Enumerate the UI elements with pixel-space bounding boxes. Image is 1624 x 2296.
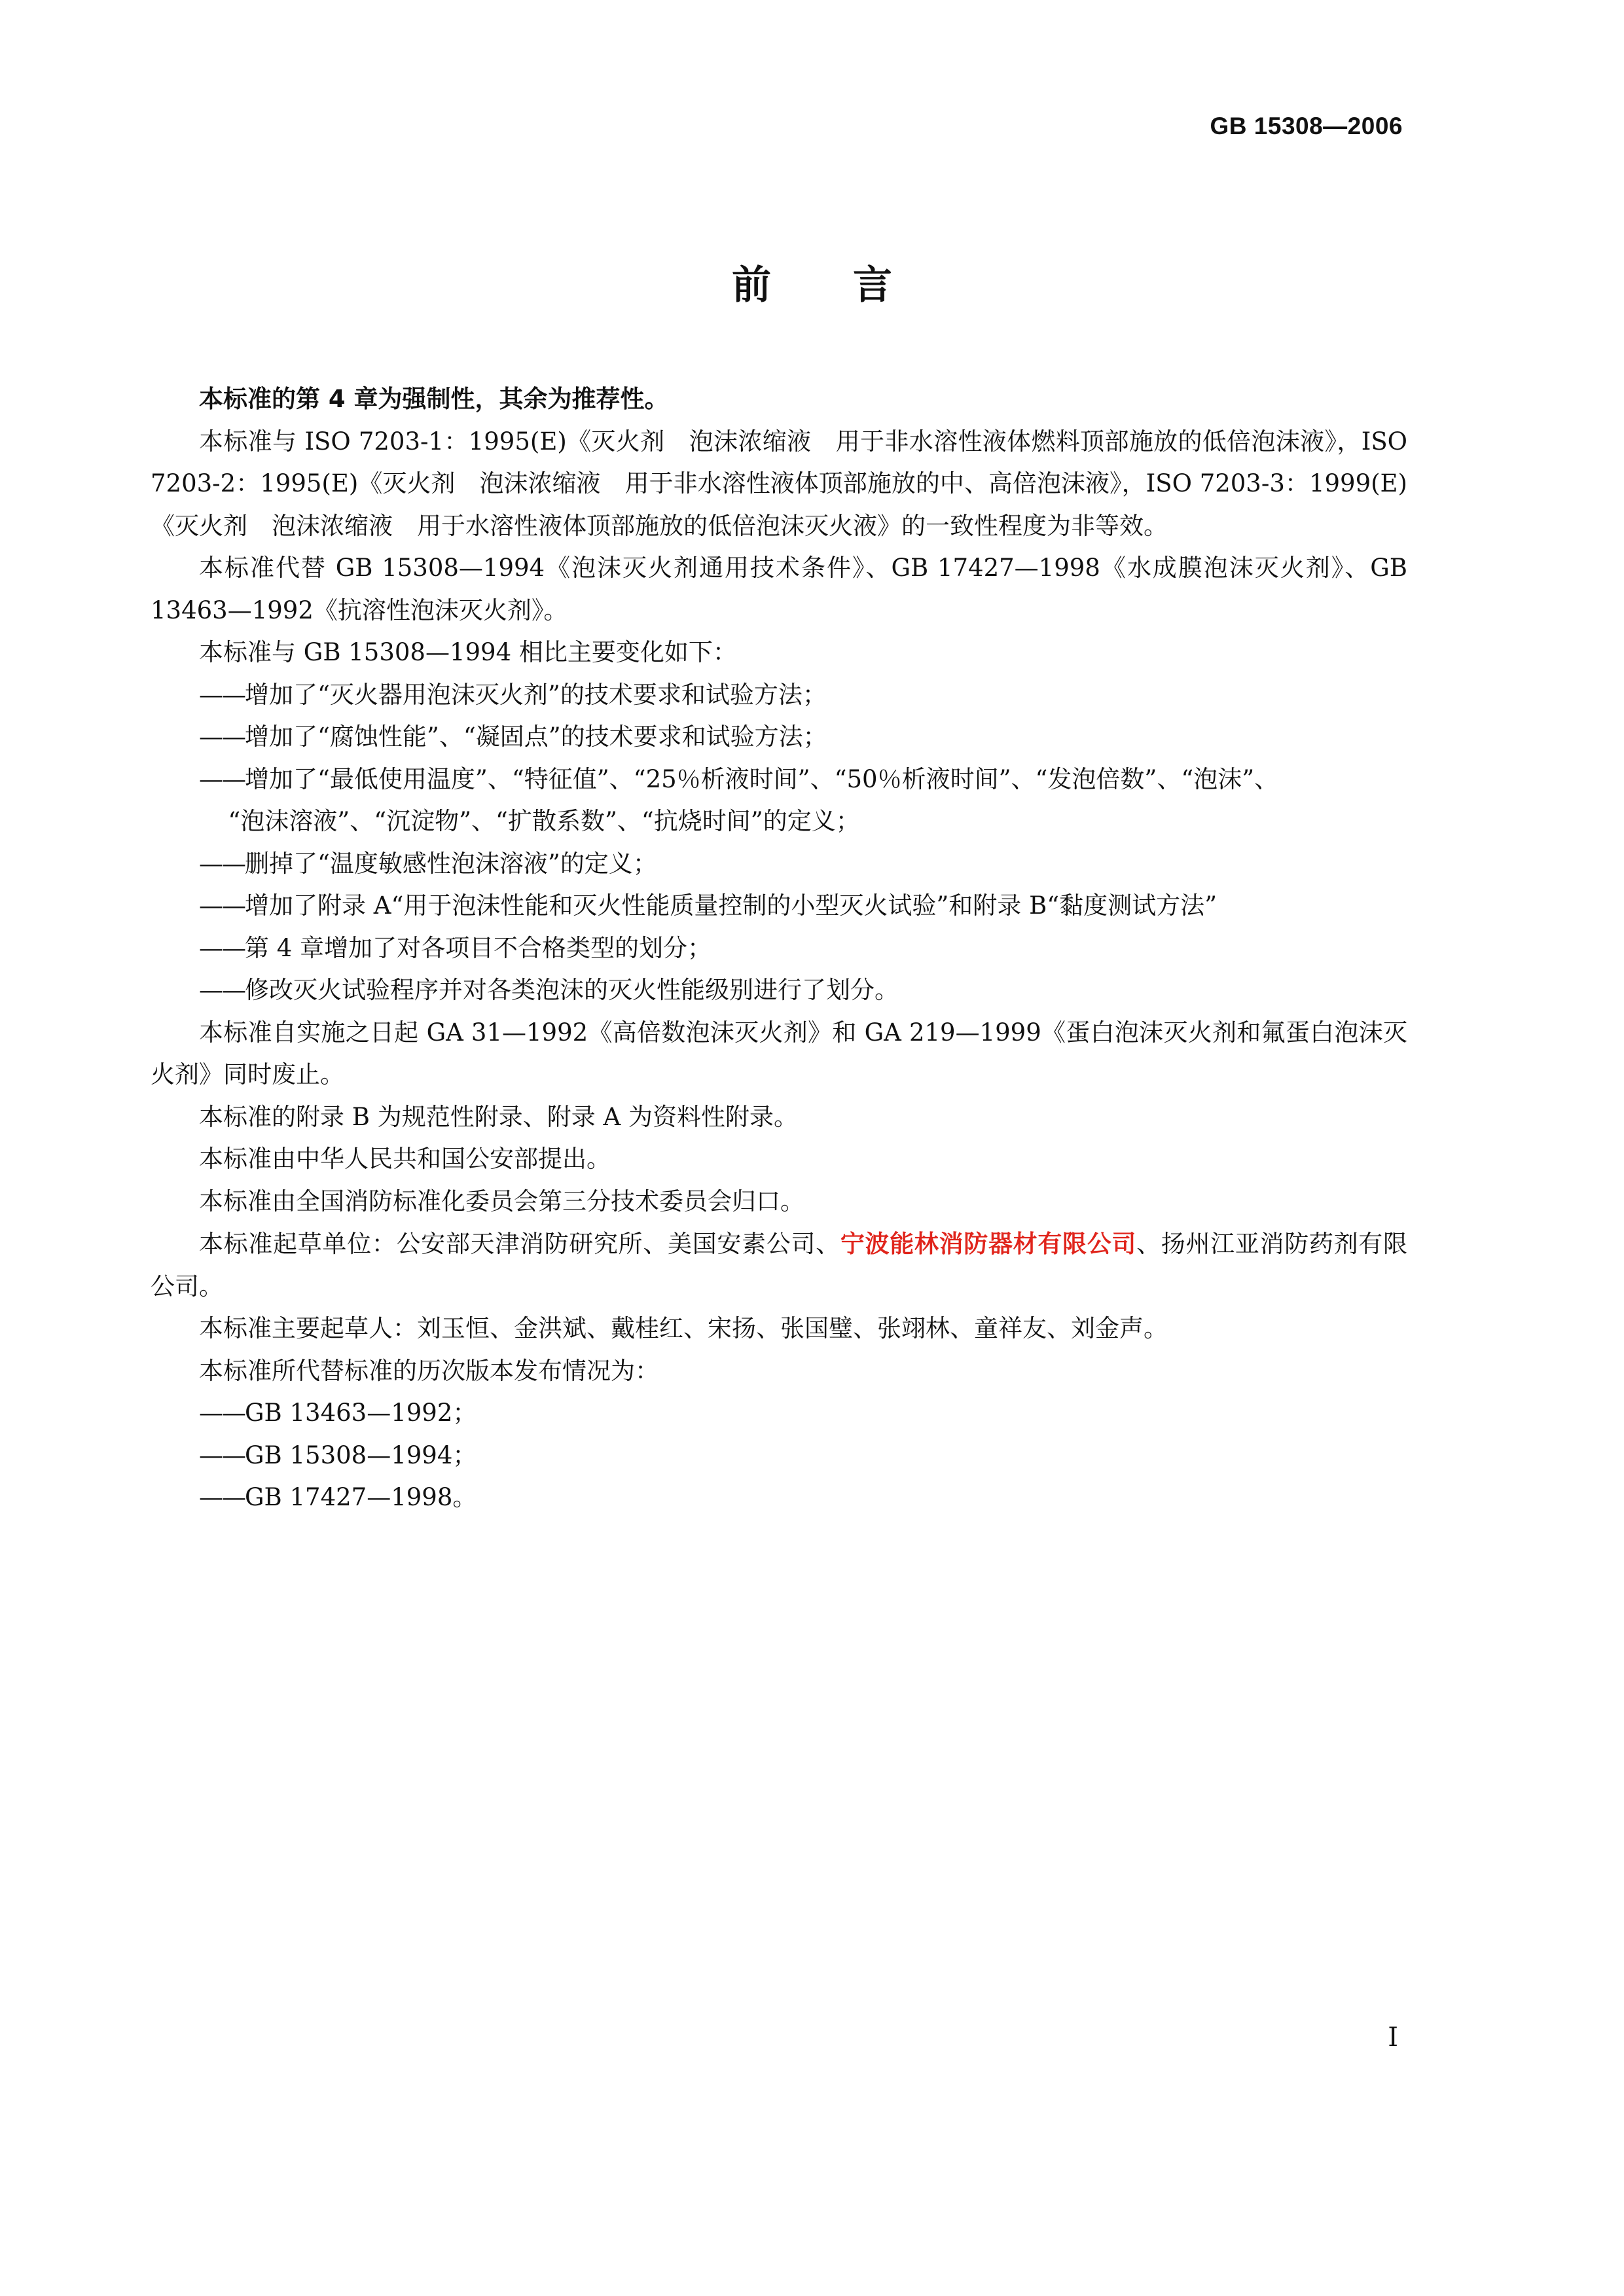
paragraph-annexes: 本标准的附录 B 为规范性附录、附录 A 为资料性附录。 [199,1102,798,1131]
history-item: ——GB 15308—1994； [199,1441,477,1469]
dash: —— [199,933,245,962]
page-number: I [1388,2022,1398,2053]
dash: —— [199,1483,245,1511]
paragraph-history-intro: 本标准所代替标准的历次版本发布情况为： [199,1356,659,1385]
history-item: ——GB 17427—1998。 [199,1483,477,1511]
paragraph-proposed-by: 本标准由中华人民共和国公安部提出。 [199,1145,611,1173]
page-title [0,254,1624,310]
standard-number: GB 15308—2006 [1210,113,1403,139]
dash: —— [199,849,245,878]
paragraph-abolished: 本标准自实施之日起 GA 31—1992《高倍数泡沫灭火剂》和 GA 219—1999《蛋白泡沫灭火剂和氟蛋白泡沫灭火剂》同时废止。 [151,1018,1407,1088]
foreword-body [151,378,1407,1519]
dash: —— [199,976,245,1004]
history-item: ——GB 13463—1992； [199,1399,477,1427]
highlighted-company: 宁波能林消防器材有限公司 [840,1229,1137,1258]
dash: —— [199,891,245,920]
dash: —— [199,680,245,709]
paragraph-centralized-by: 本标准由全国消防标准化委员会第三分技术委员会归口。 [199,1187,804,1215]
paragraph-changes-intro: 本标准与 GB 15308—1994 相比主要变化如下： [199,638,737,666]
change-item: ——修改灭火试验程序并对各类泡沫的灭火性能级别进行了划分。 [199,976,899,1004]
change-item: ——第 4 章增加了对各项目不合格类型的划分； [199,933,712,962]
paragraph-drafters: 本标准主要起草人：刘玉恒、金洪斌、戴桂红、宋扬、张国璧、张翊林、童祥友、刘金声。 [199,1314,1168,1342]
change-item: ——增加了“腐蚀性能”、“凝固点”的技术要求和试验方法； [199,723,827,751]
change-item: ——增加了附录 A“用于泡沫性能和灭火性能质量控制的小型灭火试验”和附录 B“黏度测试方法” [199,891,1218,920]
paragraph-replaces: 本标准代替 GB 15308—1994《泡沫灭火剂通用技术条件》、GB 17427—1998《水成膜泡沫灭火剂》、GB 13463—1992《抗溶性泡沫灭火剂》。 [151,554,1407,624]
paragraph-iso-equivalence: 本标准与 ISO 7203-1：1995(E)《灭火剂 泡沫浓缩液 用于非水溶性液体燃料顶部施放的低倍泡沫液》，ISO 7203-2：1995(E)《灭火剂 泡沫浓缩液 用于非水溶性液体顶部施放的中、高倍泡沫液》，ISO 7203-3：1999(E)《灭火剂 泡沫浓缩液 用于水溶性液体顶部施放的低倍泡沫灭火液》的一致性程度为非等效。 [151,427,1407,540]
dash: —— [199,1399,245,1427]
title-char-2: 言 [853,262,892,308]
dash: —— [199,764,245,793]
change-item: ——删掉了“温度敏感性泡沫溶液”的定义； [199,849,657,878]
paragraph-drafting-units: 本标准起草单位：公安部天津消防研究所、美国安素公司、宁波能林消防器材有限公司、扬州江亚消防药剂有限公司。 [151,1229,1407,1300]
dash: —— [199,1441,245,1469]
dash: —— [199,723,245,751]
change-item-continuation: “泡沫溶液”、“沉淀物”、“扩散系数”、“抗烧时间”的定义； [228,807,860,835]
change-item: ——增加了“灭火器用泡沫灭火剂”的技术要求和试验方法； [199,680,827,709]
title-char-1: 前 [732,262,771,308]
change-item: ——增加了“最低使用温度”、“特征值”、“25％析液时间”、“50％析液时间”、“发泡倍数”、“泡沫”、 [199,764,1279,793]
paragraph-mandatory-note: 本标准的第 4 章为强制性，其余为推荐性。 [199,385,669,413]
